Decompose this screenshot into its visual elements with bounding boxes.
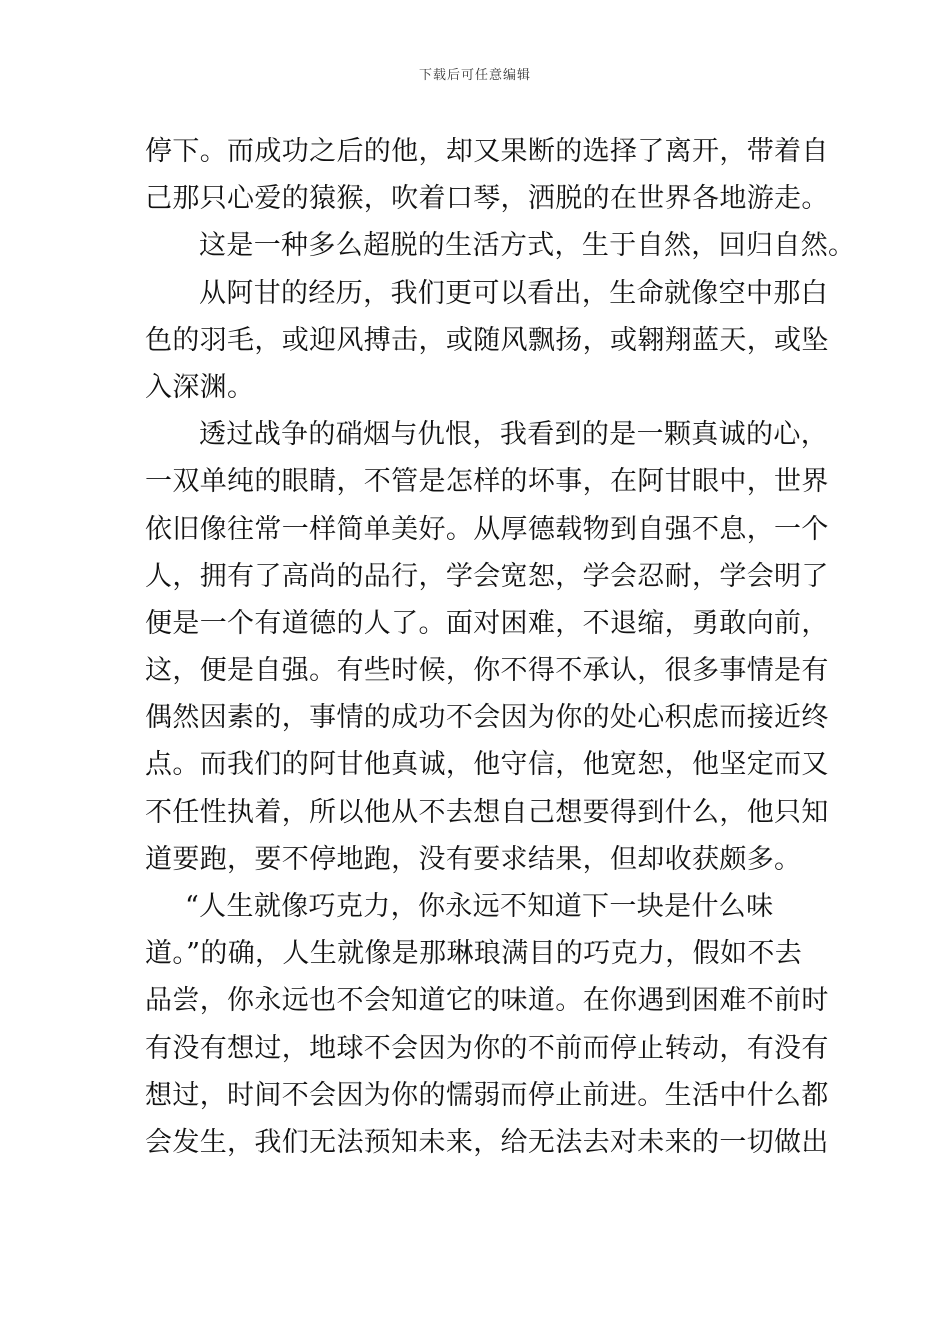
- text-line: 会发生，我们无法预知未来，给无法去对未来的一切做出: [145, 1126, 829, 1158]
- text-line: 道。”的确，人生就像是那琳琅满目的巧克力，假如不去: [145, 938, 803, 970]
- paragraph-first-line: 透过战争的硝烟与仇恨，我看到的是一颗真诚的心，: [199, 419, 829, 451]
- text-line: 依旧像往常一样简单美好。从厚德载物到自强不息，一个: [145, 513, 829, 545]
- text-line: 道要跑，要不停地跑，没有要求结果，但却收获颇多。: [145, 843, 802, 875]
- text-line: 偶然因素的，事情的成功不会因为你的处心积虑而接近终: [145, 702, 829, 734]
- text-line: 便是一个有道德的人了。面对困难，不退缩，勇敢向前，: [145, 607, 829, 639]
- page-header: 下载后可任意编辑: [418, 68, 531, 83]
- text-line: 人，拥有了高尚的品行，学会宽恕，学会忍耐，学会明了: [145, 560, 829, 592]
- text-line: 有没有想过，地球不会因为你的不前而停止转动，有没有: [145, 1032, 829, 1064]
- paragraph-first-line: “人生就像巧克力，你永远不知道下一块是什么味: [185, 891, 774, 922]
- text-line: 不任性执着，所以他从不去想自己想要得到什么，他只知: [145, 796, 829, 828]
- text-line: 品尝，你永远也不会知道它的味道。在你遇到困难不前时: [145, 985, 829, 1017]
- text-line: 想过，时间不会因为你的懦弱而停止前进。生活中什么都: [145, 1079, 829, 1111]
- text-line: 一双单纯的眼睛，不管是怎样的坏事，在阿甘眼中，世界: [145, 466, 829, 498]
- text-line: 入深渊。: [145, 371, 255, 403]
- text-line: 己那只心爱的猿猴，吹着口琴，洒脱的在世界各地游走。: [145, 183, 829, 215]
- document-body: [145, 128, 856, 1166]
- paragraph-first-line: 从阿甘的经历，我们更可以看出，生命就像空中那白: [199, 277, 829, 309]
- paragraph-first-line: 这是一种多么超脱的生活方式，生于自然，回归自然。: [199, 230, 856, 262]
- text-line: 色的羽毛，或迎风搏击，或随风飘扬，或翱翔蓝天，或坠: [145, 324, 829, 356]
- text-line: 点。而我们的阿甘他真诚，他守信，他宽恕，他坚定而又: [145, 749, 829, 781]
- text-line: 这，便是自强。有些时候，你不得不承认，很多事情是有: [145, 655, 829, 687]
- text-line: 停下。而成功之后的他，却又果断的选择了离开，带着自: [145, 136, 829, 167]
